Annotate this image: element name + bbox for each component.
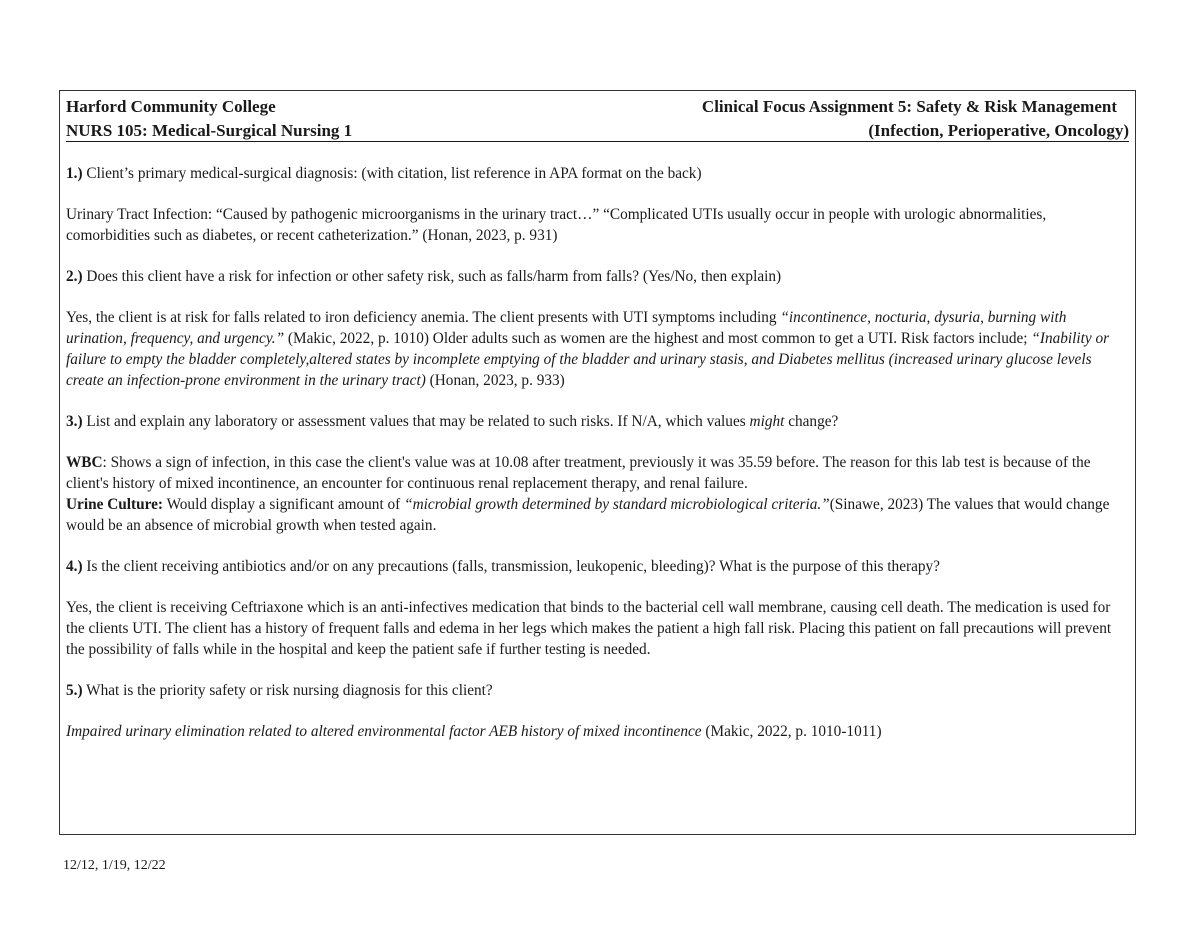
answer-2 <box>66 307 1129 391</box>
nursing-diagnosis: Impaired urinary elimination related to altered environmental factor AEB history of mixed incontinence <box>66 723 702 740</box>
assignment-form-box <box>59 90 1136 835</box>
answer-citation: (Honan, 2023, p. 933) <box>425 372 565 389</box>
question-text: change? <box>784 413 839 430</box>
question-emphasis: might <box>749 413 785 430</box>
assignment-focus: (Infection, Perioperative, Oncology) <box>868 121 1129 140</box>
question-text: Client’s primary medical-surgical diagnosis: (with citation, list reference in APA format on the back) <box>82 165 702 182</box>
urine-culture-text: (Sinawe, 2023) The values that would change would be an absence of microbial growth when tested again. <box>66 496 1110 534</box>
question-4 <box>66 556 1129 577</box>
question-text: Does this client have a risk for infection or other safety risk, such as falls/harm from falls? (Yes/No, then explain) <box>82 268 782 285</box>
answer-citation: (Makic, 2022, p. 1010-1011) <box>701 723 882 740</box>
question-text: List and explain any laboratory or assessment values that may be related to such risks. If N/A, which values <box>82 413 750 430</box>
answer-5 <box>66 721 1129 742</box>
urine-culture-label: Urine Culture: <box>66 496 164 513</box>
question-text: What is the priority safety or risk nursing diagnosis for this client? <box>82 682 493 699</box>
question-5 <box>66 680 1129 701</box>
question-number: 1.) <box>66 165 83 182</box>
answer-4: Yes, the client is receiving Ceftriaxone which is an anti-infectives medication that binds to the bacterial cell wall membrane, causing cell death. The medication is used for the clients UTI. The client has a history of frequent falls and edema in her legs which makes the patient a high fall risk. Placing this patient on fall precautions will prevent the possibility of falls while in the hospital and keep the patient safe if further testing is needed. <box>66 599 1112 658</box>
course-name: NURS 105: Medical-Surgical Nursing 1 <box>66 121 1129 142</box>
wbc-label: WBC <box>66 454 103 471</box>
question-number: 2.) <box>66 268 83 285</box>
question-1 <box>66 163 1129 184</box>
answer-text: Yes, the client is at risk for falls related to iron deficiency anemia. The client presents with UTI symptoms including <box>66 309 781 326</box>
answer-quote: “Inability or failure to empty the bladder completely,altered states by incomplete emptying of the bladder and urinary stasis, and Diabetes mellitus (increased urinary glucose levels create an infection-prone environment in the urinary tract) <box>66 330 1110 389</box>
form-content <box>66 163 1129 742</box>
question-3 <box>66 411 1129 432</box>
question-2 <box>66 266 1129 287</box>
question-number: 4.) <box>66 558 83 575</box>
question-text: Is the client receiving antibiotics and/or on any precautions (falls, transmission, leukopenic, bleeding)? What is the purpose of this therapy? <box>82 558 940 575</box>
urine-culture-quote: “microbial growth determined by standard microbiological criteria.” <box>404 496 830 513</box>
question-number: 5.) <box>66 682 83 699</box>
answer-text: (Makic, 2022, p. 1010) Older adults such as women are the highest and most common to get a UTI. Risk factors include; <box>284 330 1032 347</box>
college-name: Harford Community College <box>66 97 276 116</box>
answer-quote: “incontinence, nocturia, dysuria, burning with urination, frequency, and urgency.” <box>66 309 1067 347</box>
urine-culture-text: Would display a significant amount of <box>163 496 405 513</box>
answer-3-wbc <box>66 452 1129 494</box>
revision-dates: 12/12, 1/19, 12/22 <box>63 858 166 873</box>
answer-3-urine-culture <box>66 494 1129 536</box>
assignment-title: Clinical Focus Assignment 5: Safety & Risk Management <box>701 97 1117 116</box>
wbc-text: : Shows a sign of infection, in this case the client's value was at 10.08 after treatment, previously it was 35.59 before. The reason for this lab test is because of the client's history of mixed incontinence, an encounter for continuous renal replacement therapy, and renal failure. <box>66 454 1091 492</box>
answer-1: Urinary Tract Infection: “Caused by pathogenic microorganisms in the urinary tract…” “Complicated UTIs usually occur in people with urologic abnormalities, comorbidities such as diabetes, or recent catheterization.” (Honan, 2023, p. 931) <box>66 206 1047 244</box>
question-number: 3.) <box>66 413 83 430</box>
